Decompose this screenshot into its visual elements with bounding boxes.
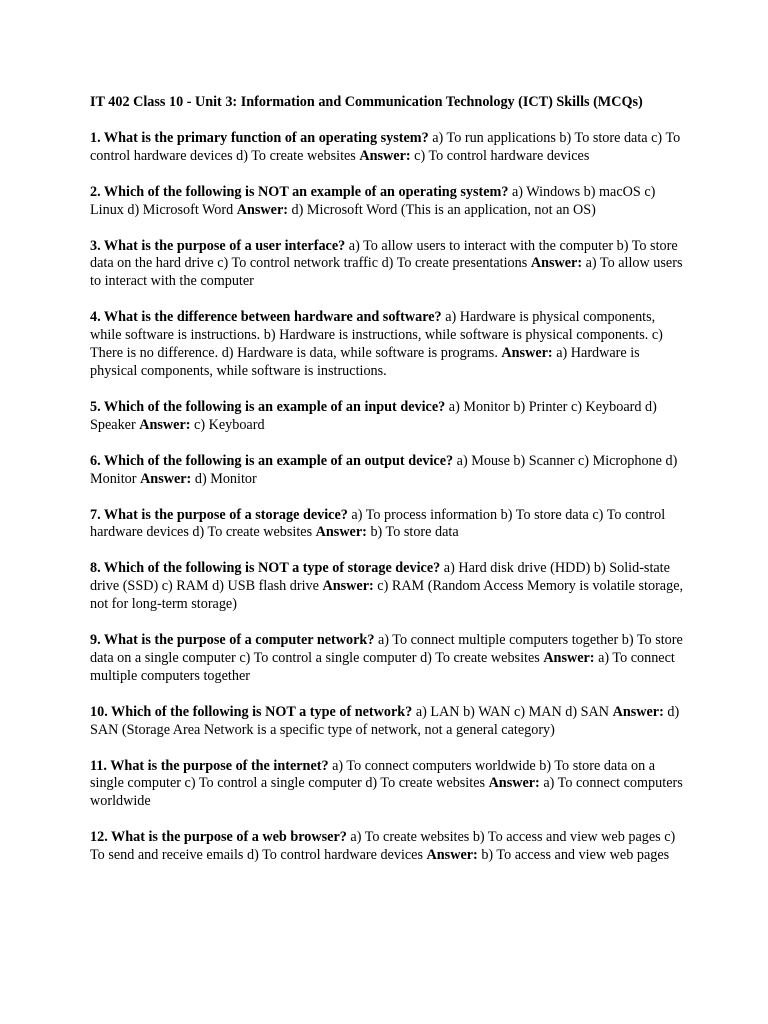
answer-label: Answer: bbox=[488, 775, 540, 792]
question-options: a) To connect multiple computers together b) To store data on a single computer c) To control a single computer d) To create websites bbox=[90, 632, 683, 666]
answer-label: Answer: bbox=[359, 147, 411, 164]
answer-label: Answer: bbox=[543, 649, 595, 666]
question-text: 6. Which of the following is an example of an output device? bbox=[90, 452, 454, 469]
answer-label: Answer: bbox=[322, 578, 374, 595]
question-text: 2. Which of the following is NOT an example of an operating system? bbox=[90, 183, 509, 200]
question-item bbox=[90, 704, 686, 740]
question-options: a) Hard disk drive (HDD) b) Solid-state drive (SSD) c) RAM d) USB flash drive bbox=[90, 560, 670, 595]
question-text: 10. Which of the following is NOT a type of network? bbox=[90, 703, 413, 720]
answer-label: Answer: bbox=[612, 703, 664, 720]
answer-label: Answer: bbox=[140, 470, 192, 487]
document-page bbox=[90, 94, 686, 883]
answer-label: Answer: bbox=[236, 201, 288, 218]
answer-text: a) To connect multiple computers together bbox=[90, 649, 675, 684]
question-item bbox=[90, 130, 686, 166]
answer-text: d) SAN (Storage Area Network is a specific type of network, not a general category) bbox=[90, 703, 680, 738]
answer-text: c) Keyboard bbox=[194, 416, 265, 433]
answer-text: b) To store data bbox=[370, 524, 459, 541]
question-text: 12. What is the purpose of a web browser? bbox=[90, 829, 347, 846]
question-options: a) Windows b) macOS c) Linux d) Microsoft Word bbox=[90, 183, 656, 218]
question-options: a) To connect computers worldwide b) To store data on a single computer c) To control a single computer d) To create websites bbox=[90, 757, 656, 792]
question-item bbox=[90, 453, 686, 489]
answer-text: c) RAM (Random Access Memory is volatile storage, not for long-term storage) bbox=[90, 578, 684, 613]
question-item bbox=[90, 309, 686, 381]
question-options: a) To allow users to interact with the computer b) To store data on the hard drive c) To control network traffic d) To create presentations bbox=[90, 237, 678, 272]
question-text: 7. What is the purpose of a storage device? bbox=[90, 506, 348, 523]
question-options: a) Monitor b) Printer c) Keyboard d) Speaker bbox=[90, 398, 657, 433]
question-item bbox=[90, 184, 686, 220]
question-item bbox=[90, 632, 686, 686]
question-options: a) Hardware is physical components, while software is instructions. b) Hardware is instructions, while software is physical components. c) There is no difference. d) Hardware is data, while software is programs. bbox=[90, 309, 663, 362]
answer-label: Answer: bbox=[139, 416, 191, 433]
question-item bbox=[90, 399, 686, 435]
answer-text: d) Monitor bbox=[194, 470, 257, 487]
answer-text: c) To control hardware devices bbox=[414, 147, 590, 164]
question-options: a) Mouse b) Scanner c) Microphone d) Monitor bbox=[90, 452, 678, 487]
answer-label: Answer: bbox=[501, 345, 553, 362]
question-text: 9. What is the purpose of a computer network? bbox=[90, 632, 375, 649]
answer-text: b) To access and view web pages bbox=[481, 847, 670, 864]
answer-text: a) Hardware is physical components, while software is instructions. bbox=[90, 345, 640, 379]
question-item bbox=[90, 758, 686, 812]
answer-text: a) To connect computers worldwide bbox=[90, 775, 683, 810]
question-text: 4. What is the difference between hardware and software? bbox=[90, 309, 442, 326]
question-options: a) To create websites b) To access and view web pages c) To send and receive emails d) To control hardware devices bbox=[90, 829, 676, 864]
question-item bbox=[90, 560, 686, 614]
question-options: a) To process information b) To store data c) To control hardware devices d) To create websites bbox=[90, 506, 666, 541]
question-item bbox=[90, 238, 686, 292]
question-text: 1. What is the primary function of an operating system? bbox=[90, 129, 429, 146]
answer-label: Answer: bbox=[426, 847, 478, 864]
question-text: 3. What is the purpose of a user interface? bbox=[90, 237, 346, 254]
document-title: IT 402 Class 10 - Unit 3: Information and Communication Technology (ICT) Skills (MCQs) bbox=[90, 94, 643, 110]
answer-label: Answer: bbox=[530, 255, 583, 272]
question-item bbox=[90, 829, 686, 865]
question-text: 5. Which of the following is an example of an input device? bbox=[90, 398, 446, 415]
question-item bbox=[90, 507, 686, 543]
question-options: a) To run applications b) To store data c) To control hardware devices d) To create websites bbox=[90, 129, 681, 164]
answer-text: a) To allow users to interact with the computer bbox=[90, 255, 683, 290]
answer-label: Answer: bbox=[315, 524, 367, 541]
question-text: 8. Which of the following is NOT a type of storage device? bbox=[90, 560, 441, 577]
question-options: a) LAN b) WAN c) MAN d) SAN bbox=[415, 703, 610, 720]
question-text: 11. What is the purpose of the internet? bbox=[90, 757, 329, 774]
answer-text: d) Microsoft Word (This is an application, not an OS) bbox=[291, 201, 596, 218]
